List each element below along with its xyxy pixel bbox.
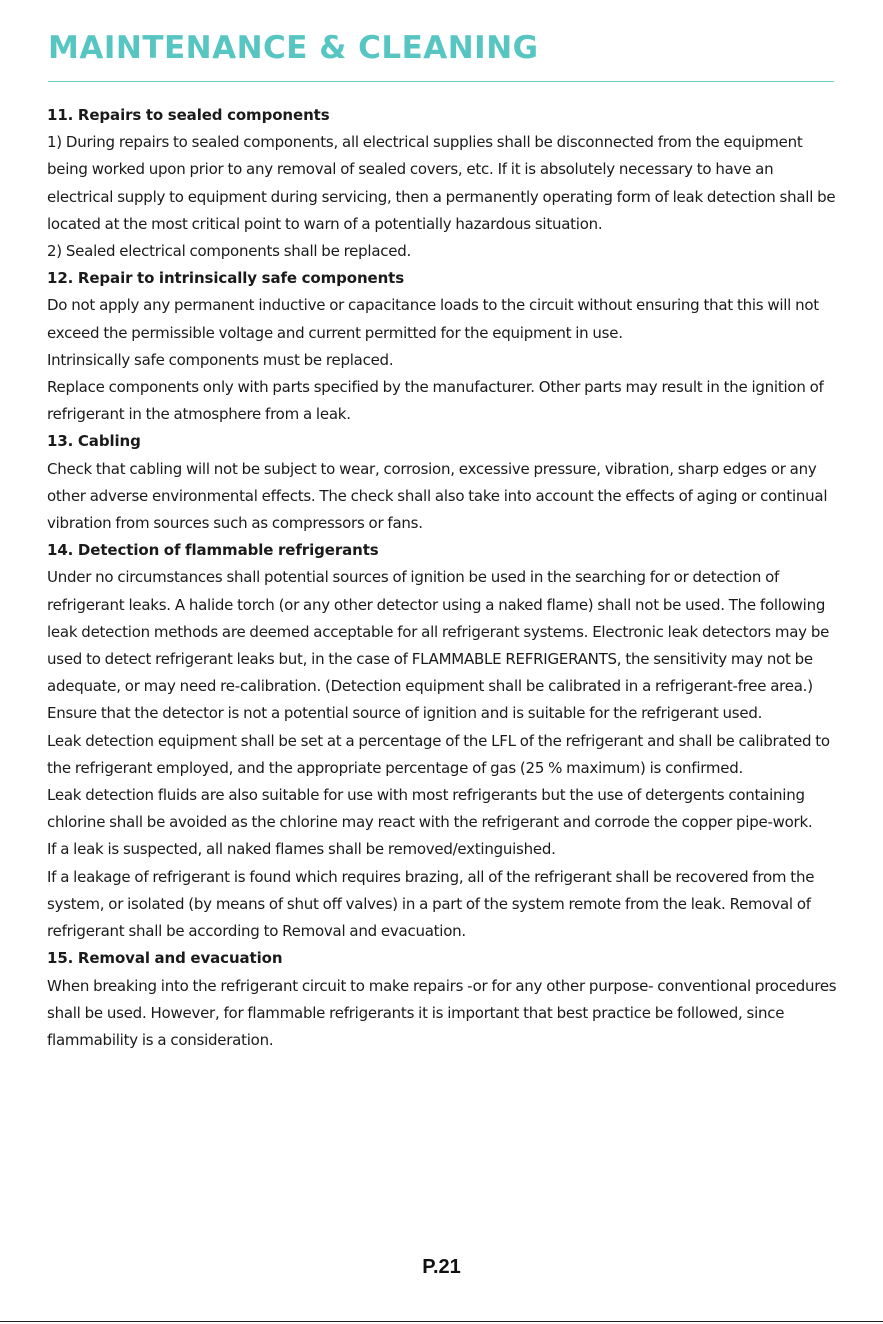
section-13-paragraph-1: Check that cabling will not be subject to wear, corrosion, excessive pressure, vibration, sharp edges or any other adverse environmental effects. The check shall also take into account the effects of aging or continual vibration from sources such as compressors or fans. (47, 459, 828, 533)
section-12-paragraph-2: Intrinsically safe components must be replaced. (47, 350, 394, 369)
section-14-paragraph-2: Ensure that the detector is not a potential source of ignition and is suitable for the refrigerant used. (47, 704, 763, 723)
section-14-paragraph-4: Leak detection fluids are also suitable for use with most refrigerants but the use of detergents containing chlorine shall be avoided as the chlorine may react with the refrigerant and corrode the copper pipe-work. (47, 786, 813, 832)
bottom-divider (0, 1321, 883, 1322)
section-11-paragraph-1: 1) During repairs to sealed components, all electrical supplies shall be disconnected from the equipment being worked upon prior to any removal of sealed covers, etc. If it is absolutely necessary to have an electrical supply to equipment during servicing, then a permanently operating form of leak detection shall be located at the most critical point to warn of a potentially hazardous situation. (47, 133, 836, 233)
title-underline (48, 81, 834, 82)
section-heading-11: 11. Repairs to sealed components (47, 106, 330, 124)
section-14-paragraph-1: Under no circumstances shall potential sources of ignition be used in the searching for or detection of refrigerant leaks. A halide torch (or any other detector using a naked flame) shall not be used. The following leak detection methods are deemed acceptable for all refrigerant systems. Electronic leak detectors may be used to detect refrigerant leaks but, in the case of FLAMMABLE REFRIGERANTS, the sensitivity may not be adequate, or may need re-calibration. (Detection equipment shall be calibrated in a refrigerant-free area.) (47, 568, 830, 696)
section-heading-12: 12. Repair to intrinsically safe components (47, 269, 405, 288)
page-title: MAINTENANCE & CLEANING (48, 30, 539, 66)
section-heading-14: 14. Detection of flammable refrigerants (47, 541, 379, 560)
section-15-paragraph-1: When breaking into the refrigerant circuit to make repairs -or for any other purpose- conventional procedures shall be used. However, for flammable refrigerants it is important that best practice be followed, since flammability is a consideration. (47, 976, 837, 1049)
section-14-paragraph-3: Leak detection equipment shall be set at a percentage of the LFL of the refrigerant and shall be calibrated to the refrigerant employed, and the appropriate percentage of gas (25 % maximum) is confirmed. (47, 731, 830, 777)
section-14-paragraph-5: If a leak is suspected, all naked flames shall be removed/extinguished. (47, 840, 556, 859)
section-heading-15: 15. Removal and evacuation (47, 949, 283, 968)
section-11-paragraph-2: 2) Sealed electrical components shall be replaced. (47, 242, 412, 261)
section-12-paragraph-3: Replace components only with parts specified by the manufacturer. Other parts may result in the ignition of refrigerant in the atmosphere from a leak. (47, 378, 824, 424)
section-12-paragraph-1: Do not apply any permanent inductive or capacitance loads to the circuit without ensuring that this will not exceed the permissible voltage and current permitted for the equipment in use. (47, 296, 819, 342)
page-number: P.21 (422, 1256, 461, 1278)
section-heading-13: 13. Cabling (47, 432, 141, 451)
document-body (47, 102, 837, 1054)
section-14-paragraph-6: If a leakage of refrigerant is found which requires brazing, all of the refrigerant shall be recovered from the system, or isolated (by means of shut off valves) in a part of the system remote from the leak. Removal of refrigerant shall be according to Removal and evacuation. (47, 867, 815, 941)
